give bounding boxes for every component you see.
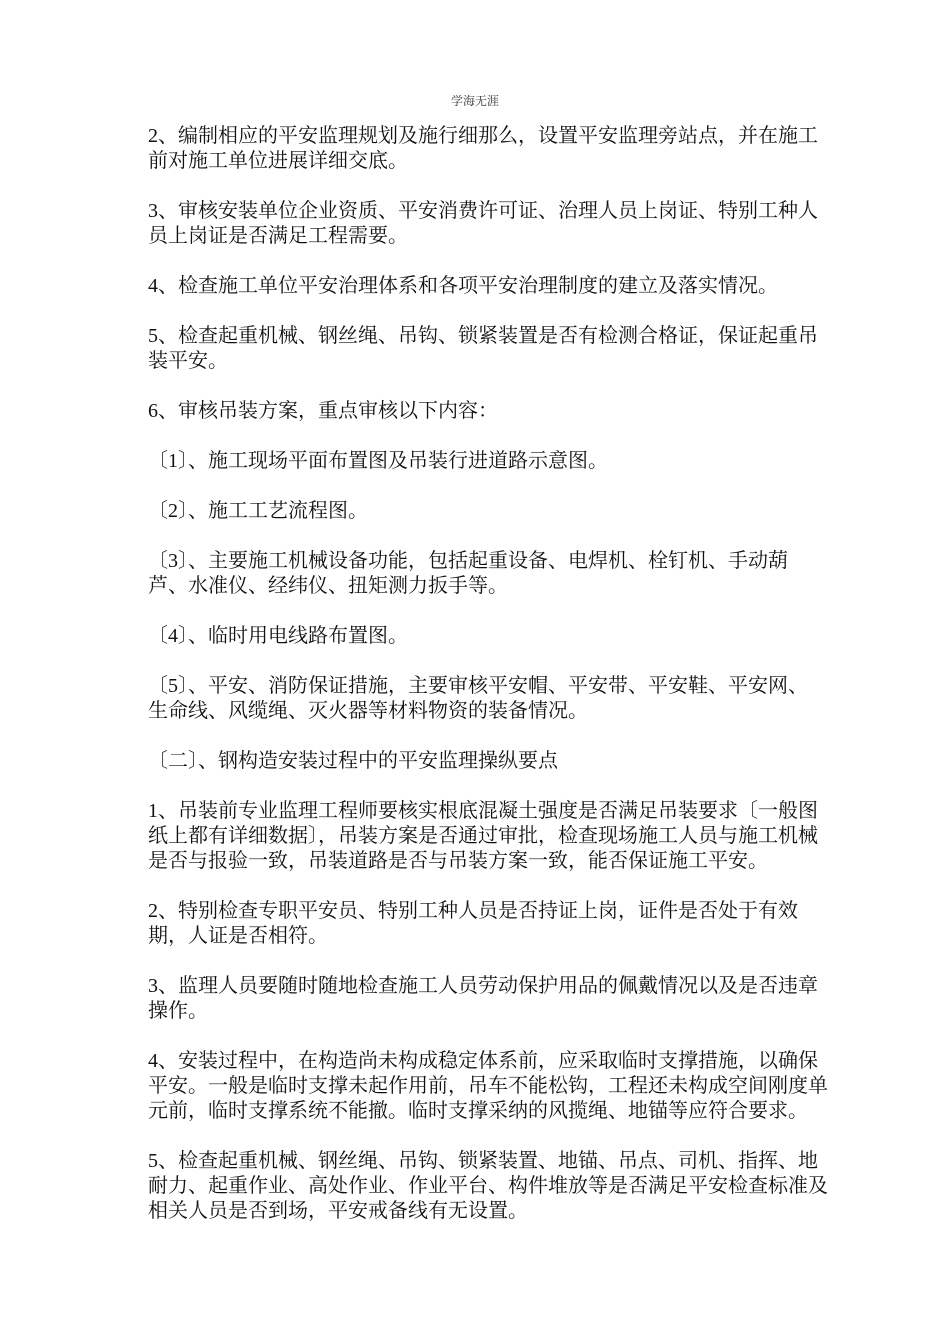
paragraph [148, 674, 808, 724]
page-header: 学海无涯 [450, 94, 499, 108]
text-line: 员上岗证是否满足工程需要。 [148, 225, 408, 247]
text-line: 生命线、风缆绳、灭火器等材料物资的装备情况。 [148, 700, 588, 722]
paragraph [148, 624, 798, 649]
paragraph [148, 324, 818, 374]
text-line: 〔3〕、主要施工机械设备功能，包括起重设备、电焊机、栓钉机、手动葫 [148, 550, 788, 572]
text-line: 操作。 [148, 1000, 208, 1022]
paragraph [148, 899, 798, 949]
text-line: 〔4〕、临时用电线路布置图。 [148, 625, 408, 647]
text-line: 3、监理人员要随时随地检查施工人员劳动保护用品的佩戴情况以及是否违章 [148, 975, 818, 997]
text-line: 元前，临时支撑系统不能撤。临时支撑采纳的风揽绳、地锚等应符合要求。 [148, 1100, 808, 1122]
paragraph [148, 399, 798, 424]
paragraph [148, 1049, 828, 1124]
paragraph [148, 499, 798, 524]
paragraph [148, 974, 818, 1024]
paragraph [148, 449, 798, 474]
text-line: 5、检查起重机械、钢丝绳、吊钩、锁紧装置是否有检测合格证，保证起重吊 [148, 325, 818, 347]
text-line: 芦、水准仪、经纬仪、扭矩测力扳手等。 [148, 575, 508, 597]
text-line: 前对施工单位进展详细交底。 [148, 150, 408, 172]
paragraph [148, 1149, 828, 1224]
text-line: 纸上都有详细数据〕，吊装方案是否通过审批，检查现场施工人员与施工机械 [148, 825, 818, 847]
text-line: 4、检查施工单位平安治理体系和各项平安治理制度的建立及落实情况。 [148, 275, 778, 297]
text-line: 1、吊装前专业监理工程师要核实根底混凝土强度是否满足吊装要求〔一般图 [148, 800, 818, 822]
text-line: 相关人员是否到场，平安戒备线有无设置。 [148, 1200, 528, 1222]
text-line: 耐力、起重作业、高处作业、作业平台、构件堆放等是否满足平安检查标准及 [148, 1175, 828, 1197]
text-line: 〔1〕、施工现场平面布置图及吊装行进道路示意图。 [148, 450, 608, 472]
text-line: 平安。一般是临时支撑未起作用前，吊车不能松钩，工程还未构成空间刚度单 [148, 1075, 828, 1097]
paragraph [148, 749, 798, 774]
text-line: 3、审核安装单位企业资质、平安消费许可证、治理人员上岗证、特别工种人 [148, 200, 818, 222]
paragraph [148, 549, 798, 599]
text-line: 4、安装过程中，在构造尚未构成稳定体系前，应采取临时支撑措施，以确保 [148, 1050, 818, 1072]
paragraph [148, 199, 818, 249]
text-line: 2、特别检查专职平安员、特别工种人员是否持证上岗，证件是否处于有效 [148, 900, 798, 922]
document-body [148, 124, 828, 1249]
text-line: 6、审核吊装方案，重点审核以下内容： [148, 400, 498, 422]
text-line: 〔2〕、施工工艺流程图。 [148, 500, 368, 522]
text-line: 〔5〕、平安、消防保证措施，主要审核平安帽、平安带、平安鞋、平安网、 [148, 675, 808, 697]
paragraph [148, 274, 798, 299]
text-line: 5、检查起重机械、钢丝绳、吊钩、锁紧装置、地锚、吊点、司机、指挥、地 [148, 1150, 818, 1172]
paragraph [148, 124, 818, 174]
text-line: 期，人证是否相符。 [148, 925, 328, 947]
text-line: 是否与报验一致，吊装道路是否与吊装方案一致，能否保证施工平安。 [148, 850, 768, 872]
text-line: 〔二〕、钢构造安装过程中的平安监理操纵要点 [148, 750, 558, 772]
text-line: 2、编制相应的平安监理规划及施行细那么，设置平安监理旁站点，并在施工 [148, 125, 818, 147]
text-line: 装平安。 [148, 350, 228, 372]
paragraph [148, 799, 818, 874]
